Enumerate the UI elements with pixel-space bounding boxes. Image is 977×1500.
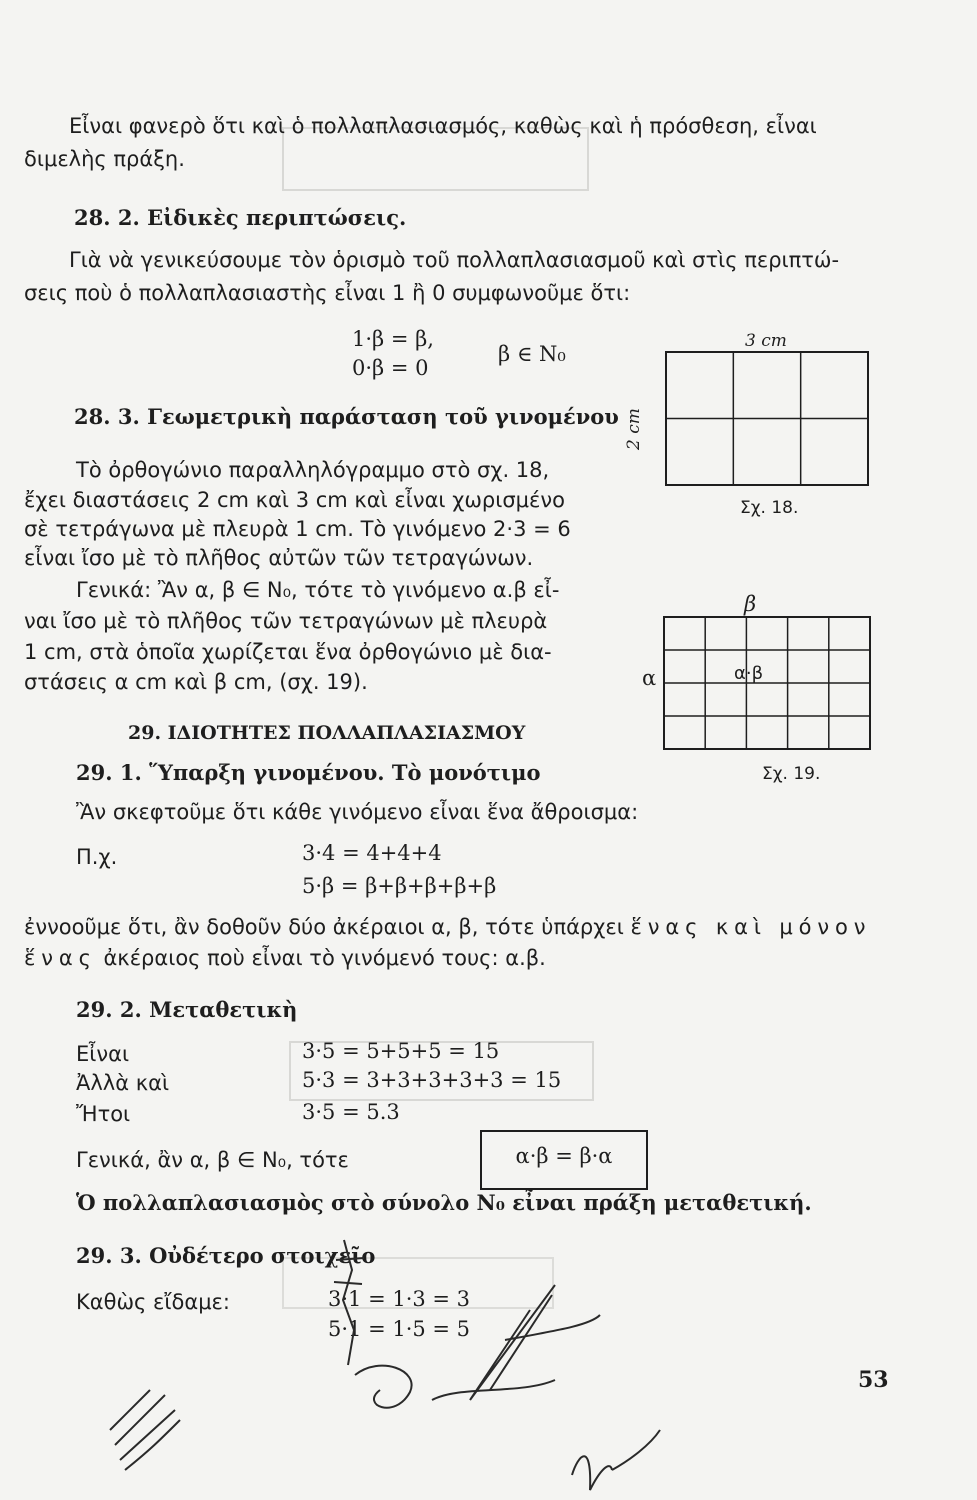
heading-28-2: 28. 2. Εἰδικὲς περιπτώσεις. xyxy=(74,205,407,230)
row-expr-1: 3·5 = 5+5+5 = 15 xyxy=(302,1039,500,1063)
fig19-side-label: α xyxy=(642,666,657,690)
paragraph-28-3-line-1: Τὸ ὀρθογώνιο παραλληλόγραμμο στὸ σχ. 18, xyxy=(76,458,550,482)
paragraph-28-3-line-4: εἶναι ἴσο μὲ τὸ πλῆθος αὐτῶν τῶν τετραγώνων. xyxy=(24,546,534,570)
heading-29-2: 29. 2. Μεταθετικὴ xyxy=(76,997,298,1022)
fig19-cell-label: α·β xyxy=(734,663,764,684)
paragraph-28-2-line-2: σεις ποὺ ὁ πολλαπλασιαστὴς εἶναι 1 ἢ 0 συμφωνοῦμε ὅτι: xyxy=(24,281,631,305)
uniqueness-text-b: ἀκέραιος ποὺ εἶναι τὸ γινόμενό τους: α.β. xyxy=(103,946,546,970)
fig18-height-label: 2 cm xyxy=(624,408,644,450)
seen-label: Καθὼς εἴδαμε: xyxy=(76,1290,230,1314)
fig18-caption: Σχ. 18. xyxy=(740,498,799,518)
equation-zero-times-beta: 0·β = 0 xyxy=(352,356,429,380)
intro-line-1: Εἶναι φανερὸ ὅτι καὶ ὁ πολλαπλασιασμός, καθὼς καὶ ἡ πρόσθεση, εἶναι xyxy=(69,114,817,138)
equation-5x1: 5·1 = 1·5 = 5 xyxy=(328,1317,471,1341)
row-label-1: Εἶναι xyxy=(76,1042,130,1066)
row-label-3: Ἤτοι xyxy=(76,1102,131,1126)
row-expr-2: 5·3 = 3+3+3+3+3 = 15 xyxy=(302,1068,562,1092)
commutative-rule: Ὁ πολλαπλασιασμὸς στὸ σύνολο N₀ εἶναι πράξη μεταθετική. xyxy=(76,1190,812,1215)
heading-28-3: 28. 3. Γεωμετρικὴ παράσταση τοῦ γινομένου xyxy=(74,404,619,429)
paragraph-28-3-line-5: Γενικά: Ἂν α, β ∈ N₀, τότε τὸ γινόμενο α.β εἶ- xyxy=(76,578,560,602)
uniqueness-text-a: ἐννοοῦμε ὅτι, ἂν δοθοῦν δύο ἀκέραιοι α, β, τότε ὑπάρχει xyxy=(24,915,624,939)
row-expr-3: 3·5 = 5.3 xyxy=(302,1100,400,1124)
paragraph-28-3-line-8: στάσεις α cm καὶ β cm, (σχ. 19). xyxy=(24,670,368,694)
intro-line-2: διμελὴς πράξη. xyxy=(24,147,185,171)
fig18-width-label: 3 cm xyxy=(745,331,787,351)
equation-3x4: 3·4 = 4+4+4 xyxy=(302,841,442,865)
page-number: 53 xyxy=(858,1367,889,1393)
uniqueness-emphasis: ἕνας καὶ μόνον xyxy=(630,915,872,939)
paragraph-29-1: Ἂν σκεφτοῦμε ὅτι κάθε γινόμενο εἶναι ἕνα ἄθροισμα: xyxy=(76,800,639,824)
general-statement: Γενικά, ἂν α, β ∈ N₀, τότε xyxy=(76,1148,349,1172)
heading-29-1: 29. 1. Ὕπαρξη γινομένου. Τὸ μονότιμο xyxy=(76,760,541,785)
paragraph-28-3-line-6: ναι ἴσο μὲ τὸ πλῆθος τῶν τετραγώνων μὲ πλευρὰ xyxy=(24,609,548,633)
equation-one-times-beta: 1·β = β, xyxy=(352,327,434,351)
paragraph-28-3-line-3: σὲ τετράγωνα μὲ πλευρὰ 1 cm. Τὸ γινόμενο 2·3 = 6 xyxy=(24,517,571,541)
fig19-top-label: β xyxy=(744,592,757,616)
px-label: Π.χ. xyxy=(76,845,118,869)
heading-29-3: 29. 3. Οὐδέτερο στοιχεῖο xyxy=(76,1243,376,1268)
equation-5xbeta: 5·β = β+β+β+β+β xyxy=(302,874,497,898)
section-29-title: 29. ΙΔΙΟΤΗΤΕΣ ΠΟΛΛΑΠΛΑΣΙΑΣΜΟΥ xyxy=(128,722,526,744)
uniqueness-emphasis-2: ἕνας xyxy=(24,946,97,970)
row-label-2: Ἀλλὰ καὶ xyxy=(76,1071,170,1095)
equation-3x1: 3·1 = 1·3 = 3 xyxy=(328,1287,471,1311)
fig19-caption: Σχ. 19. xyxy=(762,764,821,784)
paragraph-28-3-line-2: ἔχει διαστάσεις 2 cm καὶ 3 cm καὶ εἶναι χωρισμένο xyxy=(24,488,565,512)
commutative-box: α·β = β·α xyxy=(480,1130,648,1190)
paragraph-28-3-line-7: 1 cm, στὰ ὁποῖα χωρίζεται ἕνα ὀρθογώνιο μὲ δια- xyxy=(24,640,552,664)
paragraph-28-2-line-1: Γιὰ νὰ γενικεύσουμε τὸν ὁρισμὸ τοῦ πολλαπλασιασμοῦ καὶ στὶς περιπτώ- xyxy=(69,248,840,272)
beta-in-n0: β ∈ N₀ xyxy=(498,342,566,366)
